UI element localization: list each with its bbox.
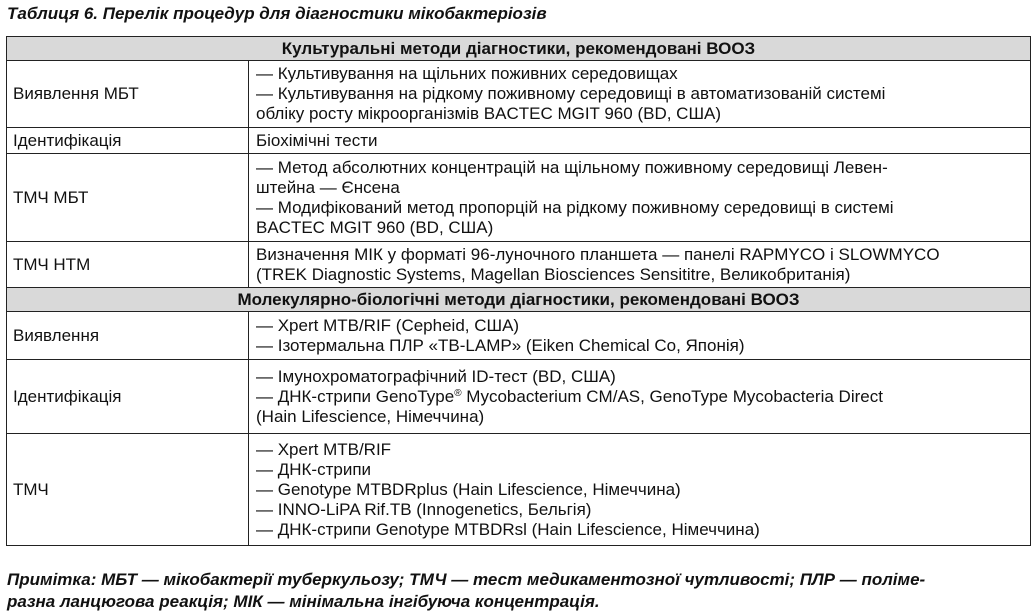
table-row [7, 61, 1031, 128]
description-line: — Метод абсолютних концентрацій на щільному поживному середовищі Левен- [256, 157, 888, 177]
table-row [7, 312, 1031, 360]
section-title: Культуральні методи діагностики, рекомендовані ВООЗ [7, 37, 1031, 61]
description-line: — Xpert MTB/RIF (Cepheid, США) [256, 315, 520, 335]
description-line: обліку росту мікроорганізмів BACTEC MGIT 960 (BD, США) [256, 104, 722, 123]
table-row [7, 434, 1031, 546]
description-line: — Xpert MTB/RIF [256, 439, 392, 459]
row-description [249, 61, 1031, 128]
description-line: — Імунохроматографічний ID-тест (BD, США) [256, 366, 616, 386]
table-footnote [7, 569, 1027, 613]
row-description [249, 154, 1031, 242]
description-line: — ДНК-стрипи [256, 459, 372, 479]
diagnostics-table [6, 36, 1031, 546]
description-line: — Культивування на рідкому поживному середовищі в автоматизованій системі [256, 84, 886, 103]
description-line: BACTEC MGIT 960 (BD, США) [256, 217, 494, 237]
description-line [256, 387, 1024, 407]
row-description [249, 434, 1031, 546]
description-line: — Genotype MTBDRplus (Hain Lifescience, Німеччина) [256, 479, 681, 499]
table-caption: Таблиця 6. Перелік процедур для діагностики мікобактеріозів [7, 4, 547, 23]
row-label: ТМЧ [7, 434, 249, 546]
row-label: Ідентифікація [7, 360, 249, 434]
description-line: Визначення МІК у форматі 96-луночного планшета — панелі RAPMYCO і SLOWMYCO [256, 244, 940, 264]
description-line: — Ізотермальна ПЛР «TB-LAMP» (Eiken Chemical Co, Японія) [256, 335, 745, 355]
row-description [249, 360, 1031, 434]
footnote-line: Примітка: МБТ — мікобактерії туберкульозу; ТМЧ — тест медикаментозної чутливості; ПЛР — полімe- [7, 570, 926, 589]
table-row [7, 154, 1031, 242]
row-label: Ідентифікація [7, 128, 249, 154]
section-header-molecular [7, 288, 1031, 312]
description-line: (TREK Diagnostic Systems, Magellan Biosciences Sensititre, Великобританія) [256, 264, 851, 284]
description-line: — INNO-LiPA Rif.TB (Innogenetics, Бельгія) [256, 499, 592, 519]
section-title: Молекулярно-біологічні методи діагностики, рекомендовані ВООЗ [7, 288, 1031, 312]
table-row [7, 128, 1031, 154]
description-fragment: Mycobacterium CM/AS, GenoType Mycobacteria Direct [466, 386, 883, 406]
row-description [249, 128, 1031, 154]
row-description [249, 242, 1031, 288]
description-fragment: — ДНК-стрипи GenoType [256, 386, 455, 406]
row-label: ТМЧ МБТ [7, 154, 249, 242]
registered-mark: ® [454, 387, 462, 399]
row-label: Виявлення [7, 312, 249, 360]
description-line: — Культивування на щільних поживних середовищах [256, 64, 678, 83]
row-label: ТМЧ НТМ [7, 242, 249, 288]
description-line: (Hain Lifescience, Німеччина) [256, 406, 485, 426]
footnote-line: разна ланцюгова реакція; МІК — мінімальна інгібуюча концентрація. [7, 592, 600, 611]
description-line: — ДНК-стрипи Genotype MTBDRsl (Hain Lifescience, Німеччина) [256, 519, 760, 539]
row-description [249, 312, 1031, 360]
table-row [7, 360, 1031, 434]
section-header-culture [7, 37, 1031, 61]
description-line: штейна — Єнсена [256, 177, 400, 197]
description-line: — Модифікований метод пропорцій на рідкому поживному середовищі в системі [256, 197, 894, 217]
table-row [7, 242, 1031, 288]
row-label: Виявлення МБТ [7, 61, 249, 128]
description-line: Біохімічні тести [256, 130, 378, 150]
